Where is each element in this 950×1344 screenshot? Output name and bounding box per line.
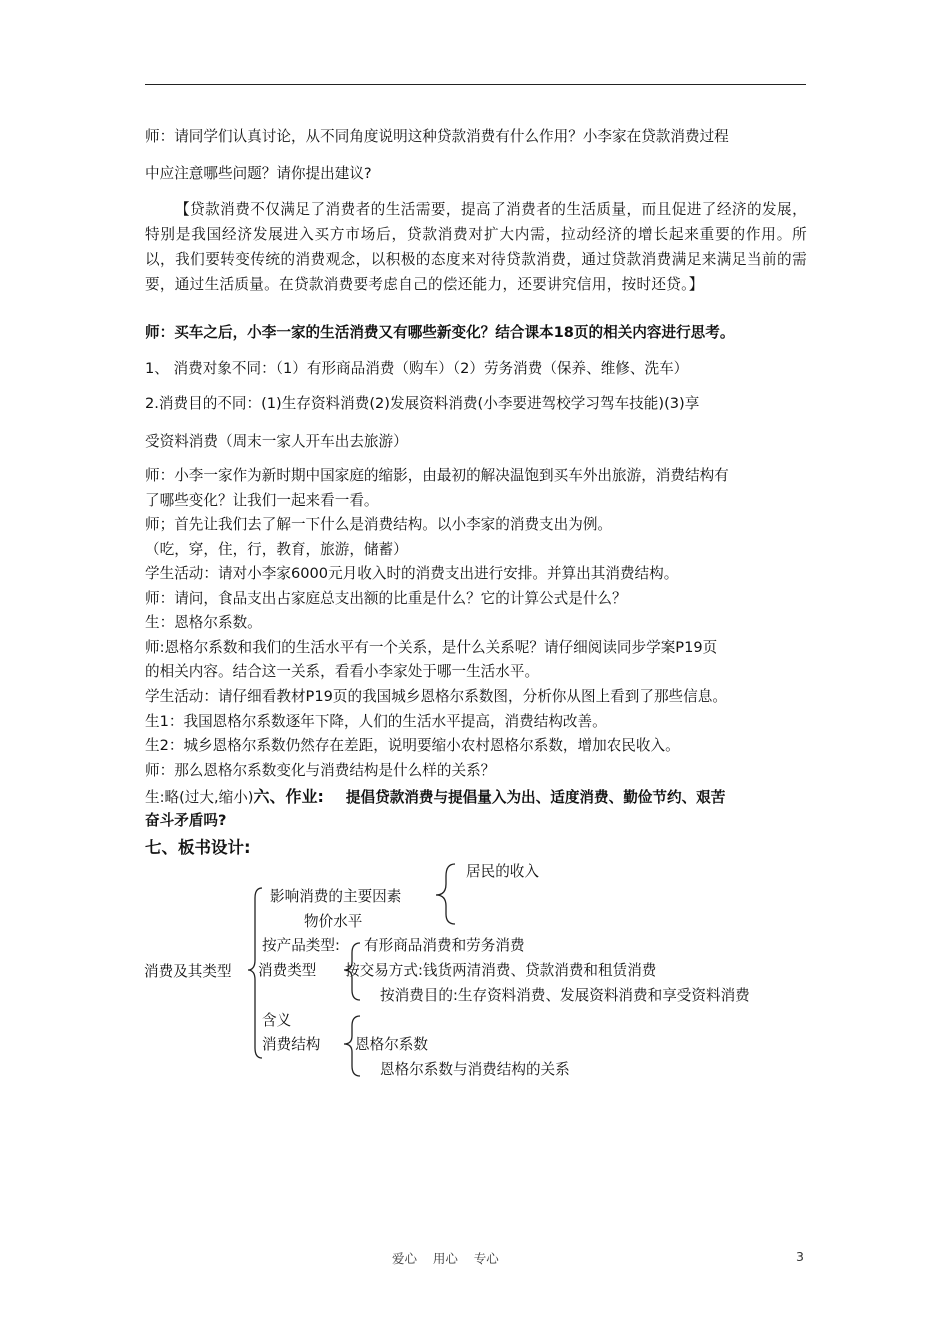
paragraph-line: （吃，穿，住，行，教育，旅游，储蓄） [145,541,408,558]
paragraph-line: 受资料消费（周末一家人开车出去旅游） [145,433,408,450]
board-by-purpose: 按消费目的:生存资料消费、发展资料消费和享受资料消费 [380,987,750,1004]
board-by-product-label: 按产品类型: [262,937,340,954]
paragraph-line: 生：恩格尔系数。 [145,614,262,631]
question-line: 师：买车之后，小李一家的生活消费又有哪些新变化？结合课本18页的相关内容进行思考。 [145,324,735,341]
paragraph-line: 的相关内容。结合这一关系，看看小李家处于哪一生活水平。 [145,663,540,680]
board-meaning: 含义 [262,1012,292,1029]
board-income: 居民的收入 [466,863,539,880]
section-heading-board: 七、板书设计: [145,838,251,857]
board-by-product-value: 有形商品消费和劳务消费 [364,937,525,954]
board-root: 消费及其类型 [144,963,232,980]
board-by-trade: 按交易方式:钱货两清消费、贷款消费和租赁消费 [345,962,657,979]
footer-motto: 爱心 用心 专心 [392,1251,499,1266]
homework-question: 提倡贷款消费与提倡量入为出、适度消费、勤俭节约、艰苦 [345,789,726,806]
paragraph-line: 师：请问，食品支出占家庭总支出额的比重是什么？它的计算公式是什么？ [145,590,627,607]
board-price: 物价水平 [304,913,363,930]
paragraph-line: 生2：城乡恩格尔系数仍然存在差距，说明要缩小农村恩格尔系数，增加农民收入。 [145,737,680,754]
paragraph-line: 师：那么恩格尔系数变化与消费结构是什么样的关系？ [145,762,496,779]
paragraph-line: 中应注意哪些问题？请你提出建议? [145,165,372,182]
factors-brace [436,864,455,924]
homework-question-cont: 奋斗矛盾吗? [145,812,227,829]
section-heading-homework: 六、作业: [253,787,324,806]
paragraph-line: 师:恩格尔系数和我们的生活水平有一个关系，是什么关系呢？请仔细阅读同步学案P19页 [145,639,718,656]
paragraph-line: 师：小李一家作为新时期中国家庭的缩影，由最初的解决温饱到买车外出旅游，消费结构有 [145,467,729,484]
answer-paragraph: 【贷款消费不仅满足了消费者的生活需要，提高了消费者的生活质量，而且促进了经济的发展，特别是我国经济发展进入买方市场后，贷款消费对扩大内需，拉动经济的增长起来重要的作用。所以，我们要转变传统的消费观念，以积极的态度来对待贷款消费，通过贷款消费满足来满足当前的需要，通过生活质量。在贷款消费要考虑自己的偿还能力，还要讲究信用，按时还贷。】 [145,201,807,293]
board-factors: 影响消费的主要因素 [270,888,402,905]
paragraph-line: 学生活动：请仔细看教材P19页的我国城乡恩格尔系数图，分析你从图上看到了那些信息。 [145,688,727,705]
paragraph-line: 生1：我国恩格尔系数逐年下降，人们的生活水平提高，消费结构改善。 [145,713,607,730]
board-engel: 恩格尔系数 [355,1036,428,1053]
board-engel-relation: 恩格尔系数与消费结构的关系 [380,1061,570,1078]
paragraph-line: 师；首先让我们去了解一下什么是消费结构。以小李家的消费支出为例。 [145,516,613,533]
paragraph-line: 师：请同学们认真讨论，从不同角度说明这种贷款消费有什么作用？小李家在贷款消费过程 [145,128,729,145]
paragraph-line: 2.消费目的不同：(1)生存资料消费(2)发展资料消费(小李要进驾校学习驾车技能)(3)享 [145,395,700,412]
board-structure: 消费结构 [262,1036,321,1053]
page-number: 3 [796,1249,804,1264]
paragraph-line: 1、 消费对象不同：（1）有形商品消费（购车）（2）劳务消费（保养、维修、洗车） [145,360,689,377]
paragraph-line: 学生活动：请对小李家6000元月收入时的消费支出进行安排。并算出其消费结构。 [145,565,679,582]
board-types: 消费类型 [258,962,317,979]
paragraph-line: 了哪些变化？让我们一起来看一看。 [145,492,379,509]
answer-text: 生:略(过大,缩小) [145,789,254,806]
